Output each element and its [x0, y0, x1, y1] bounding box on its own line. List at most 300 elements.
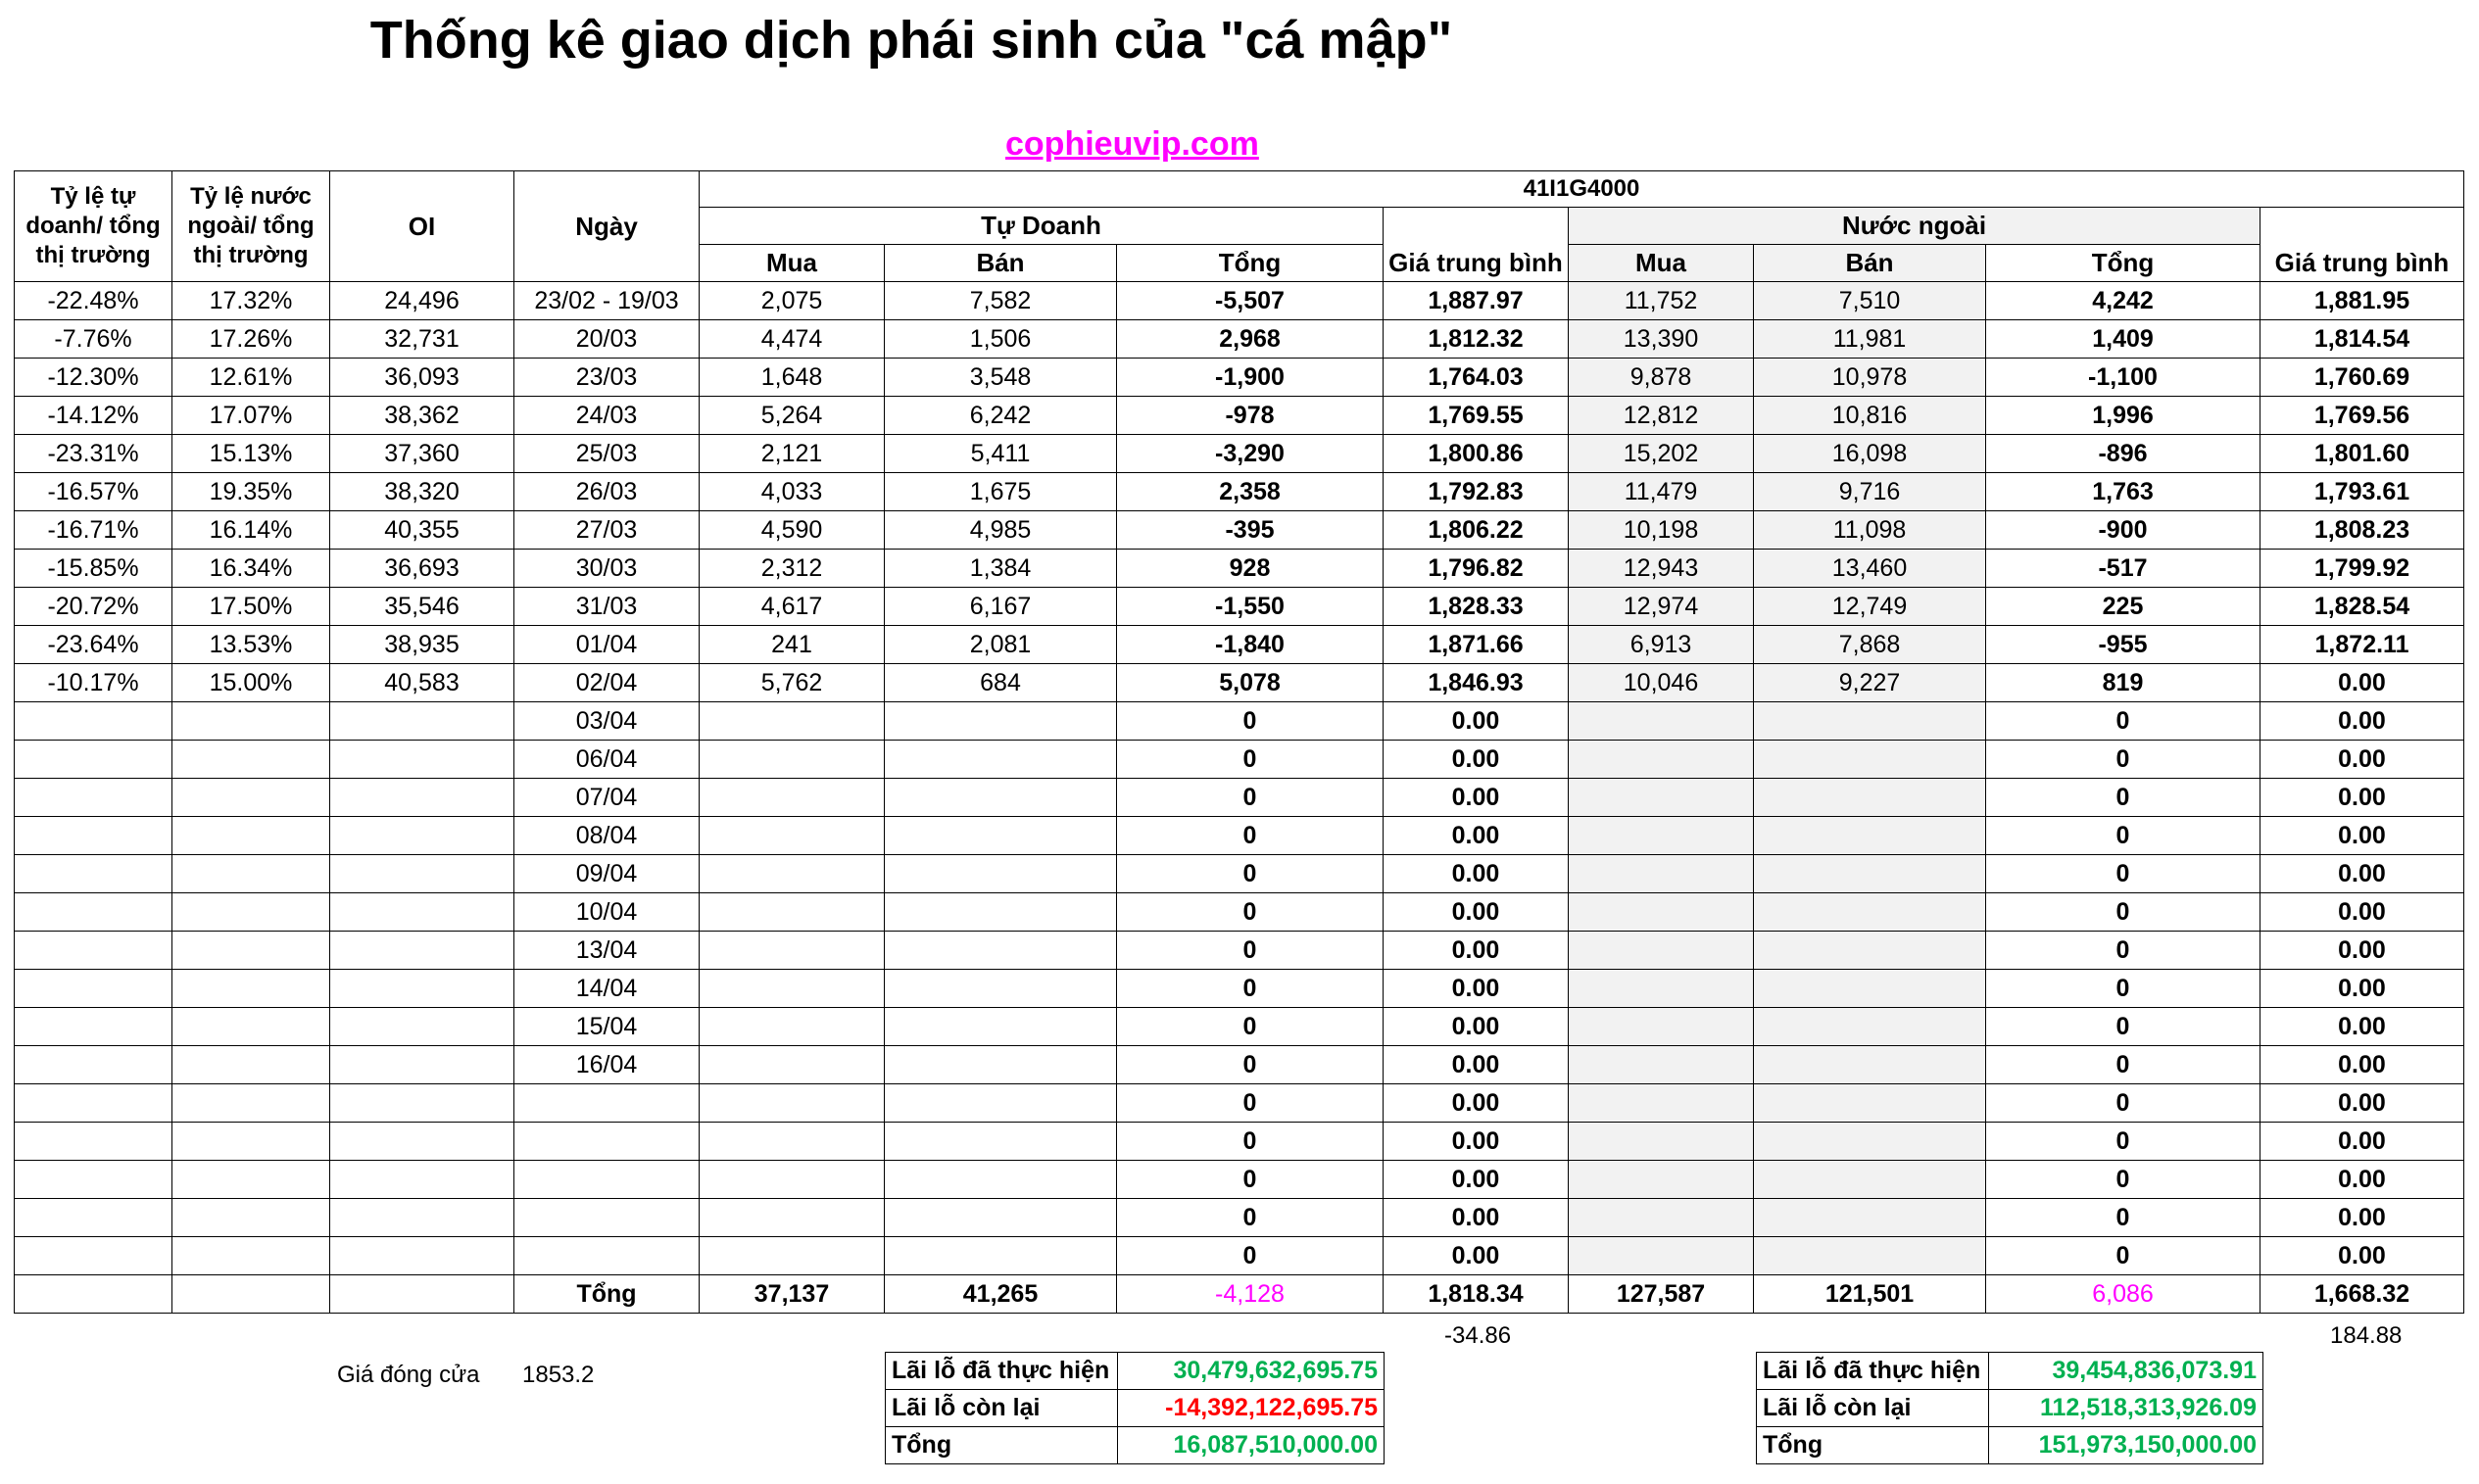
cell-oi: [330, 1123, 514, 1161]
pl-td-realized-value: 30,479,632,695.75: [1118, 1353, 1385, 1390]
header-td-gia: Giá trung bình: [1384, 245, 1569, 282]
cell-td-ban: 4,985: [885, 511, 1117, 550]
cell-td-gia: 0.00: [1384, 970, 1569, 1008]
header-td-mua: Mua: [700, 245, 885, 282]
table-row: [15, 779, 2464, 817]
cell-nn-gia: 0.00: [2260, 1237, 2464, 1275]
table-row: [15, 970, 2464, 1008]
site-link[interactable]: cophieuvip.com: [1005, 125, 1259, 163]
cell-nn-tong: 0: [1986, 893, 2260, 932]
cell-td-mua: 4,474: [700, 320, 885, 359]
cell-nn-gia: 0.00: [2260, 779, 2464, 817]
cell-td-ban: [885, 741, 1117, 779]
cell-td-gia: 1,828.33: [1384, 588, 1569, 626]
cell-td-mua: 4,590: [700, 511, 885, 550]
cell-td-ban: [885, 779, 1117, 817]
cell-td-gia: 0.00: [1384, 893, 1569, 932]
table-row: [15, 932, 2464, 970]
cell-nn-mua: 10,046: [1569, 664, 1754, 702]
cell-date: 30/03: [514, 550, 700, 588]
cell-td-mua: [700, 741, 885, 779]
cell-nn-ban: [1754, 893, 1986, 932]
table-row: [15, 320, 2464, 359]
totals-nn-ban: 121,501: [1754, 1275, 1986, 1314]
cell-oi: [330, 1008, 514, 1046]
cell-nn-gia: 1,799.92: [2260, 550, 2464, 588]
cell-nn-ratio: 16.34%: [172, 550, 330, 588]
cell-nn-gia: 1,828.54: [2260, 588, 2464, 626]
cell-td-tong: 0: [1117, 1008, 1384, 1046]
cell-nn-gia: 0.00: [2260, 1046, 2464, 1084]
cell-td-tong: -395: [1117, 511, 1384, 550]
cell-nn-tong: 1,763: [1986, 473, 2260, 511]
cell-oi: 24,496: [330, 282, 514, 320]
cell-nn-ratio: [172, 893, 330, 932]
cell-nn-mua: 10,198: [1569, 511, 1754, 550]
cell-td-tong: 2,358: [1117, 473, 1384, 511]
cell-td-mua: 5,762: [700, 664, 885, 702]
cell-nn-ban: 11,981: [1754, 320, 1986, 359]
cell-td-gia: 0.00: [1384, 1199, 1569, 1237]
header-nuoc-ngoai: Nước ngoài: [1569, 208, 2260, 245]
cell-date: 16/04: [514, 1046, 700, 1084]
cell-nn-ban: 12,749: [1754, 588, 1986, 626]
cell-nn-ratio: [172, 932, 330, 970]
cell-nn-ban: [1754, 1199, 1986, 1237]
pl-td-realized-label: Lãi lỗ đã thực hiện: [886, 1353, 1118, 1390]
header-contract: 41I1G4000: [700, 171, 2464, 208]
cell-td-mua: 241: [700, 626, 885, 664]
table-row: [15, 855, 2464, 893]
cell-nn-ban: [1754, 779, 1986, 817]
totals-nn-tong: 6,086: [1986, 1275, 2260, 1314]
cell-td-gia: 0.00: [1384, 1008, 1569, 1046]
cell-nn-mua: [1569, 817, 1754, 855]
cell-nn-ban: [1754, 1046, 1986, 1084]
cell-nn-mua: 11,752: [1569, 282, 1754, 320]
cell-td-mua: [700, 702, 885, 741]
cell-nn-ratio: 17.50%: [172, 588, 330, 626]
cell-nn-gia: 0.00: [2260, 1008, 2464, 1046]
cell-nn-ratio: [172, 1084, 330, 1123]
cell-nn-ratio: [172, 970, 330, 1008]
cell-td-tong: 0: [1117, 1123, 1384, 1161]
totals-row: [15, 1275, 2464, 1314]
cell-td-gia: 0.00: [1384, 1046, 1569, 1084]
cell-date: 31/03: [514, 588, 700, 626]
cell-nn-ratio: 17.32%: [172, 282, 330, 320]
cell-td-tong: 0: [1117, 1199, 1384, 1237]
cell-oi: 38,935: [330, 626, 514, 664]
header-td-ban: Bán: [885, 245, 1117, 282]
cell-nn-mua: [1569, 1084, 1754, 1123]
cell-nn-mua: 11,479: [1569, 473, 1754, 511]
cell-td-ratio: -23.64%: [15, 626, 172, 664]
cell-oi: [330, 779, 514, 817]
cell-td-gia: 0.00: [1384, 1161, 1569, 1199]
table-row: [15, 550, 2464, 588]
cell-td-mua: [700, 1008, 885, 1046]
header-nn-gia: Giá trung bình: [2260, 245, 2464, 282]
pl-nn-realized-value: 39,454,836,073.91: [1989, 1353, 2263, 1390]
cell-nn-gia: 0.00: [2260, 855, 2464, 893]
cell-td-ban: [885, 932, 1117, 970]
cell-td-ban: 684: [885, 664, 1117, 702]
cell-oi: [330, 1161, 514, 1199]
cell-nn-ratio: 15.00%: [172, 664, 330, 702]
table-row: [15, 359, 2464, 397]
cell-td-ban: [885, 1199, 1117, 1237]
cell-nn-gia: 1,814.54: [2260, 320, 2464, 359]
cell-oi: [330, 970, 514, 1008]
cell-td-mua: [700, 893, 885, 932]
cell-date: 15/04: [514, 1008, 700, 1046]
cell-nn-tong: 0: [1986, 702, 2260, 741]
cell-nn-tong: 1,996: [1986, 397, 2260, 435]
cell-nn-gia: 1,808.23: [2260, 511, 2464, 550]
cell-nn-gia: 0.00: [2260, 1161, 2464, 1199]
cell-td-tong: 928: [1117, 550, 1384, 588]
header-date: Ngày: [514, 171, 700, 282]
pl-nn-realized-label: Lãi lỗ đã thực hiện: [1757, 1353, 1989, 1390]
cell-nn-mua: 12,943: [1569, 550, 1754, 588]
cell-nn-mua: [1569, 1008, 1754, 1046]
cell-td-ratio: [15, 855, 172, 893]
cell-td-ban: [885, 855, 1117, 893]
cell-td-tong: 5,078: [1117, 664, 1384, 702]
cell-nn-gia: 0.00: [2260, 1199, 2464, 1237]
cell-date: 03/04: [514, 702, 700, 741]
cell-date: 24/03: [514, 397, 700, 435]
cell-oi: [330, 932, 514, 970]
cell-nn-ban: [1754, 1084, 1986, 1123]
pl-nn-remaining-label: Lãi lỗ còn lại: [1757, 1390, 1989, 1427]
cell-oi: [330, 855, 514, 893]
cell-nn-gia: 0.00: [2260, 702, 2464, 741]
cell-nn-tong: -900: [1986, 511, 2260, 550]
cell-td-mua: 2,121: [700, 435, 885, 473]
cell-td-ban: 1,384: [885, 550, 1117, 588]
cell-oi: 35,546: [330, 588, 514, 626]
cell-oi: [330, 1237, 514, 1275]
cell-nn-mua: 9,878: [1569, 359, 1754, 397]
cell-td-mua: 5,264: [700, 397, 885, 435]
table-row: [15, 626, 2464, 664]
cell-oi: [330, 741, 514, 779]
cell-nn-ban: [1754, 855, 1986, 893]
cell-nn-mua: [1569, 1123, 1754, 1161]
cell-nn-ban: 9,716: [1754, 473, 1986, 511]
cell-td-gia: 1,792.83: [1384, 473, 1569, 511]
cell-date: [514, 1199, 700, 1237]
cell-nn-mua: [1569, 702, 1754, 741]
totals-blank: [15, 1275, 172, 1314]
cell-nn-tong: 0: [1986, 1199, 2260, 1237]
cell-nn-tong: 0: [1986, 779, 2260, 817]
cell-td-ban: [885, 1046, 1117, 1084]
cell-nn-gia: 0.00: [2260, 970, 2464, 1008]
cell-date: 09/04: [514, 855, 700, 893]
cell-td-ban: 3,548: [885, 359, 1117, 397]
header-blank: [1384, 208, 1569, 245]
cell-td-mua: [700, 1123, 885, 1161]
cell-date: 25/03: [514, 435, 700, 473]
cell-td-tong: -5,507: [1117, 282, 1384, 320]
cell-nn-ban: 13,460: [1754, 550, 1986, 588]
cell-nn-mua: [1569, 893, 1754, 932]
cell-nn-tong: 0: [1986, 1084, 2260, 1123]
cell-nn-tong: 819: [1986, 664, 2260, 702]
cell-td-ratio: -23.31%: [15, 435, 172, 473]
cell-nn-ban: 9,227: [1754, 664, 1986, 702]
cell-oi: [330, 1046, 514, 1084]
table-row: [15, 588, 2464, 626]
cell-nn-gia: 1,881.95: [2260, 282, 2464, 320]
totals-blank: [330, 1275, 514, 1314]
cell-nn-mua: 12,974: [1569, 588, 1754, 626]
cell-td-tong: -1,840: [1117, 626, 1384, 664]
cell-nn-ratio: [172, 1161, 330, 1199]
cell-nn-ratio: [172, 1237, 330, 1275]
cell-td-ban: 5,411: [885, 435, 1117, 473]
cell-td-mua: [700, 1046, 885, 1084]
cell-nn-mua: [1569, 779, 1754, 817]
cell-td-mua: [700, 779, 885, 817]
cell-oi: [330, 893, 514, 932]
cell-nn-ratio: [172, 779, 330, 817]
cell-nn-tong: 0: [1986, 817, 2260, 855]
cell-nn-tong: 0: [1986, 970, 2260, 1008]
cell-oi: [330, 702, 514, 741]
cell-td-tong: 0: [1117, 702, 1384, 741]
cell-nn-ban: [1754, 970, 1986, 1008]
cell-nn-ban: [1754, 1161, 1986, 1199]
cell-nn-ban: 10,978: [1754, 359, 1986, 397]
cell-date: 23/02 - 19/03: [514, 282, 700, 320]
cell-nn-mua: [1569, 1199, 1754, 1237]
cell-nn-gia: 0.00: [2260, 1123, 2464, 1161]
table-row: [15, 741, 2464, 779]
cell-td-gia: 0.00: [1384, 702, 1569, 741]
cell-td-ban: [885, 1237, 1117, 1275]
cell-td-ban: [885, 702, 1117, 741]
table-row: [15, 1008, 2464, 1046]
cell-nn-gia: 1,801.60: [2260, 435, 2464, 473]
cell-date: [514, 1161, 700, 1199]
cell-oi: 40,355: [330, 511, 514, 550]
cell-nn-ban: [1754, 1008, 1986, 1046]
cell-td-tong: 0: [1117, 970, 1384, 1008]
cell-td-ratio: -12.30%: [15, 359, 172, 397]
cell-td-ratio: [15, 1123, 172, 1161]
table-row: [15, 1237, 2464, 1275]
cell-td-ratio: [15, 1084, 172, 1123]
cell-nn-ratio: [172, 817, 330, 855]
cell-nn-gia: 0.00: [2260, 1084, 2464, 1123]
cell-nn-ratio: 12.61%: [172, 359, 330, 397]
cell-nn-gia: 1,793.61: [2260, 473, 2464, 511]
cell-oi: 40,583: [330, 664, 514, 702]
table-row: [15, 397, 2464, 435]
cell-nn-gia: 0.00: [2260, 741, 2464, 779]
table-row: [15, 1084, 2464, 1123]
cell-nn-ban: 7,868: [1754, 626, 1986, 664]
cell-nn-mua: [1569, 741, 1754, 779]
cell-nn-gia: 0.00: [2260, 893, 2464, 932]
cell-td-ban: [885, 1084, 1117, 1123]
cell-oi: 36,693: [330, 550, 514, 588]
pl-nuoc-ngoai-table: [1756, 1352, 2263, 1464]
cell-td-tong: 0: [1117, 1161, 1384, 1199]
cell-nn-ratio: 17.26%: [172, 320, 330, 359]
cell-td-gia: 1,846.93: [1384, 664, 1569, 702]
cell-td-ratio: [15, 779, 172, 817]
cell-date: 07/04: [514, 779, 700, 817]
cell-td-mua: 1,648: [700, 359, 885, 397]
cell-td-gia: 0.00: [1384, 932, 1569, 970]
cell-td-tong: 0: [1117, 779, 1384, 817]
cell-td-ratio: [15, 817, 172, 855]
table-row: [15, 1161, 2464, 1199]
cell-nn-tong: 0: [1986, 741, 2260, 779]
cell-date: 06/04: [514, 741, 700, 779]
cell-date: 14/04: [514, 970, 700, 1008]
cell-nn-mua: [1569, 1237, 1754, 1275]
cell-td-tong: 0: [1117, 817, 1384, 855]
cell-td-mua: 2,312: [700, 550, 885, 588]
cell-td-ban: 6,167: [885, 588, 1117, 626]
cell-td-ratio: -14.12%: [15, 397, 172, 435]
cell-td-ban: [885, 1161, 1117, 1199]
pl-td-remaining-label: Lãi lỗ còn lại: [886, 1390, 1118, 1427]
cell-nn-gia: 0.00: [2260, 932, 2464, 970]
cell-td-mua: 4,033: [700, 473, 885, 511]
cell-nn-tong: -1,100: [1986, 359, 2260, 397]
cell-td-mua: [700, 1084, 885, 1123]
page-title: Thống kê giao dịch phái sinh của "cá mập": [369, 11, 1453, 70]
cell-oi: [330, 1084, 514, 1123]
cell-nn-ratio: 19.35%: [172, 473, 330, 511]
cell-td-tong: 2,968: [1117, 320, 1384, 359]
cell-oi: 36,093: [330, 359, 514, 397]
cell-nn-mua: [1569, 970, 1754, 1008]
totals-nn-gia: 1,668.32: [2260, 1275, 2464, 1314]
cell-td-tong: 0: [1117, 932, 1384, 970]
cell-oi: 38,362: [330, 397, 514, 435]
cell-nn-tong: 0: [1986, 1161, 2260, 1199]
cell-nn-ratio: [172, 855, 330, 893]
cell-td-gia: 1,764.03: [1384, 359, 1569, 397]
cell-nn-mua: [1569, 1046, 1754, 1084]
cell-nn-tong: 225: [1986, 588, 2260, 626]
cell-nn-tong: 0: [1986, 1123, 2260, 1161]
cell-nn-mua: 15,202: [1569, 435, 1754, 473]
cell-td-ratio: -15.85%: [15, 550, 172, 588]
cell-nn-ratio: [172, 1008, 330, 1046]
cell-td-ratio: [15, 932, 172, 970]
cell-td-tong: -978: [1117, 397, 1384, 435]
cell-td-ratio: -20.72%: [15, 588, 172, 626]
cell-date: 10/04: [514, 893, 700, 932]
totals-td-ban: 41,265: [885, 1275, 1117, 1314]
cell-td-ratio: [15, 1008, 172, 1046]
cell-td-gia: 1,806.22: [1384, 511, 1569, 550]
cell-nn-tong: 0: [1986, 1046, 2260, 1084]
cell-td-ban: 6,242: [885, 397, 1117, 435]
nn-price-diff: 184.88: [2330, 1322, 2403, 1349]
table-row: [15, 511, 2464, 550]
cell-td-gia: 1,769.55: [1384, 397, 1569, 435]
cell-nn-gia: 1,760.69: [2260, 359, 2464, 397]
cell-nn-tong: -896: [1986, 435, 2260, 473]
cell-td-tong: 0: [1117, 1046, 1384, 1084]
cell-nn-mua: [1569, 855, 1754, 893]
cell-td-mua: 2,075: [700, 282, 885, 320]
cell-nn-tong: 0: [1986, 932, 2260, 970]
cell-nn-tong: 0: [1986, 1237, 2260, 1275]
cell-nn-gia: 1,769.56: [2260, 397, 2464, 435]
header-td-ratio: Tỷ lệ tự doanh/ tổng thị trường: [15, 171, 172, 282]
cell-td-ban: [885, 1008, 1117, 1046]
table-row: [15, 282, 2464, 320]
cell-td-gia: 0.00: [1384, 855, 1569, 893]
cell-date: [514, 1084, 700, 1123]
cell-nn-gia: 0.00: [2260, 817, 2464, 855]
header-nn-mua: Mua: [1569, 245, 1754, 282]
cell-td-mua: 4,617: [700, 588, 885, 626]
pl-nn-total-label: Tổng: [1757, 1427, 1989, 1464]
cell-date: [514, 1237, 700, 1275]
cell-td-mua: [700, 855, 885, 893]
cell-date: 01/04: [514, 626, 700, 664]
table-body: [15, 282, 2464, 1275]
cell-nn-ban: 10,816: [1754, 397, 1986, 435]
cell-td-tong: -1,550: [1117, 588, 1384, 626]
cell-nn-ratio: 16.14%: [172, 511, 330, 550]
cell-td-ratio: [15, 702, 172, 741]
cell-date: [514, 1123, 700, 1161]
cell-date: 23/03: [514, 359, 700, 397]
pl-td-total-label: Tổng: [886, 1427, 1118, 1464]
cell-nn-ban: 11,098: [1754, 511, 1986, 550]
header-tu-doanh: Tự Doanh: [700, 208, 1384, 245]
totals-nn-mua: 127,587: [1569, 1275, 1754, 1314]
cell-td-mua: [700, 970, 885, 1008]
cell-date: 20/03: [514, 320, 700, 359]
totals-label: Tổng: [514, 1275, 700, 1314]
cell-td-gia: 1,812.32: [1384, 320, 1569, 359]
header-td-tong: Tổng: [1117, 245, 1384, 282]
cell-td-ratio: -10.17%: [15, 664, 172, 702]
table-row: [15, 1046, 2464, 1084]
cell-td-mua: [700, 1161, 885, 1199]
cell-td-ratio: [15, 893, 172, 932]
cell-nn-ban: [1754, 817, 1986, 855]
cell-td-mua: [700, 1237, 885, 1275]
header-nn-tong: Tổng: [1986, 245, 2260, 282]
cell-td-ratio: -16.57%: [15, 473, 172, 511]
pl-nn-total-value: 151,973,150,000.00: [1989, 1427, 2263, 1464]
cell-td-ratio: -7.76%: [15, 320, 172, 359]
table-row: [15, 817, 2464, 855]
cell-td-ratio: -16.71%: [15, 511, 172, 550]
totals-blank: [172, 1275, 330, 1314]
totals-td-tong: -4,128: [1117, 1275, 1384, 1314]
cell-td-ratio: [15, 1199, 172, 1237]
table-row: [15, 893, 2464, 932]
cell-oi: 32,731: [330, 320, 514, 359]
pl-nn-remaining-value: 112,518,313,926.09: [1989, 1390, 2263, 1427]
